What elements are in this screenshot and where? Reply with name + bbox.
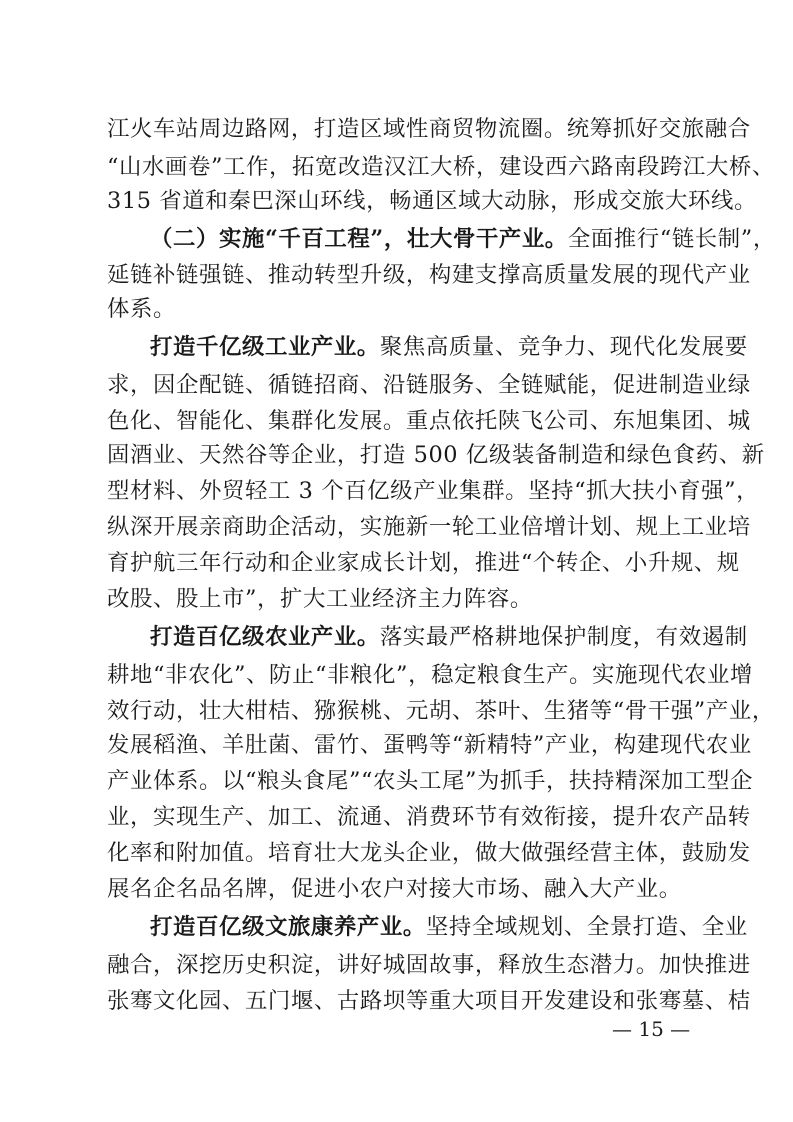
- body-text: 产业体系。以“粮头食尾”“农头工尾”为抓手，扶持精深加工型企: [107, 768, 753, 794]
- body-text: 耕地“非农化”、防止“非粮化”，稳定粮食生产。实施现代农业增: [107, 662, 753, 688]
- text-line: [107, 658, 753, 692]
- text-line: [150, 910, 748, 944]
- text-line: [107, 184, 758, 218]
- body-text: 改股、股上市”，扩大工业经济主力阵容。: [107, 586, 533, 612]
- text-line: [107, 510, 751, 544]
- body-text: 育护航三年行动和企业家成长计划，推进“个转企、小升规、规: [107, 550, 740, 576]
- body-text: 效行动，壮大柑桔、猕猴桃、元胡、茶叶、生猪等“骨干强”产业，: [107, 698, 775, 724]
- body-text: 固酒业、天然谷等企业，打造 500 亿级装备制造和绿色食药、新: [107, 442, 765, 468]
- text-line: [150, 620, 748, 654]
- text-line: [107, 984, 751, 1018]
- text-line: [107, 948, 751, 982]
- body-text: 求，因企配链、循链招商、沿链服务、全链赋能，促进制造业绿: [107, 372, 751, 398]
- bold-heading-text: 打造百亿级文旅康养产业。: [150, 914, 426, 940]
- text-line: [107, 694, 775, 728]
- text-line: [107, 728, 752, 762]
- body-text: 纵深开展亲商助企活动，实施新一轮工业倍增计划、规上工业培: [107, 514, 751, 540]
- body-text: “山水画卷”工作，拓宽改造汉江大桥，建设西六路南段跨江大桥、: [107, 154, 775, 180]
- body-text: 发展稻渔、羊肚菌、雷竹、蛋鸭等“新精特”产业，构建现代农业: [107, 732, 752, 758]
- text-line: [150, 222, 776, 256]
- text-line: [107, 546, 740, 580]
- text-line: [107, 800, 751, 834]
- body-text: 聚焦高质量、竞争力、现代化发展要: [379, 334, 748, 360]
- body-text: 化率和附加值。培育壮大龙头企业，做大做强经营主体，鼓励发: [107, 840, 751, 866]
- body-text: 全面推行“链长制”，: [567, 226, 776, 252]
- body-text: 315 省道和秦巴深山环线，畅通区域大动脉，形成交旅大环线。: [107, 188, 758, 214]
- bold-heading-text: （二）实施“千百工程”，壮大骨干产业。: [150, 226, 568, 252]
- body-text: 张骞文化园、五门堰、古路坝等重大项目开发建设和张骞墓、桔: [107, 988, 751, 1014]
- body-text: 体系。: [107, 296, 176, 322]
- body-text: 落实最严格耕地保护制度，有效遏制: [379, 624, 748, 650]
- text-line: [107, 872, 697, 906]
- text-line: [107, 582, 697, 616]
- body-text: 江火车站周边路网，打造区域性商贸物流圈。统筹抓好交旅融合: [107, 116, 751, 142]
- bold-heading-text: 打造千亿级工业产业。: [150, 334, 380, 360]
- text-line: [107, 292, 697, 326]
- text-line: [107, 112, 751, 146]
- body-text: 型材料、外贸轻工 3 个百亿级产业集群。坚持“抓大扶小育强”，: [107, 478, 760, 504]
- text-line: [107, 438, 765, 472]
- text-line: [150, 330, 748, 364]
- body-text: 坚持全域规划、全景打造、全业: [425, 914, 748, 940]
- text-line: [107, 474, 760, 508]
- text-line: [107, 368, 751, 402]
- body-text: 融合，深挖历史积淀，讲好城固故事，释放生态潜力。加快推进: [107, 952, 751, 978]
- text-line: [107, 404, 751, 438]
- body-text: 色化、智能化、集群化发展。重点依托陕飞公司、东旭集团、城: [107, 408, 751, 434]
- body-text: 业，实现生产、加工、流通、消费环节有效衔接，提升农产品转: [107, 804, 751, 830]
- body-text: 展名企名品名牌，促进小农户对接大市场、融入大产业。: [107, 876, 682, 902]
- text-line: [107, 764, 753, 798]
- body-text: 延链补链强链、推动转型升级，构建支撑高质量发展的现代产业: [107, 262, 751, 288]
- text-line: [107, 836, 751, 870]
- bold-heading-text: 打造百亿级农业产业。: [150, 624, 380, 650]
- page-number: — 15 —: [612, 1017, 691, 1041]
- text-line: [107, 150, 775, 184]
- text-line: [107, 258, 751, 292]
